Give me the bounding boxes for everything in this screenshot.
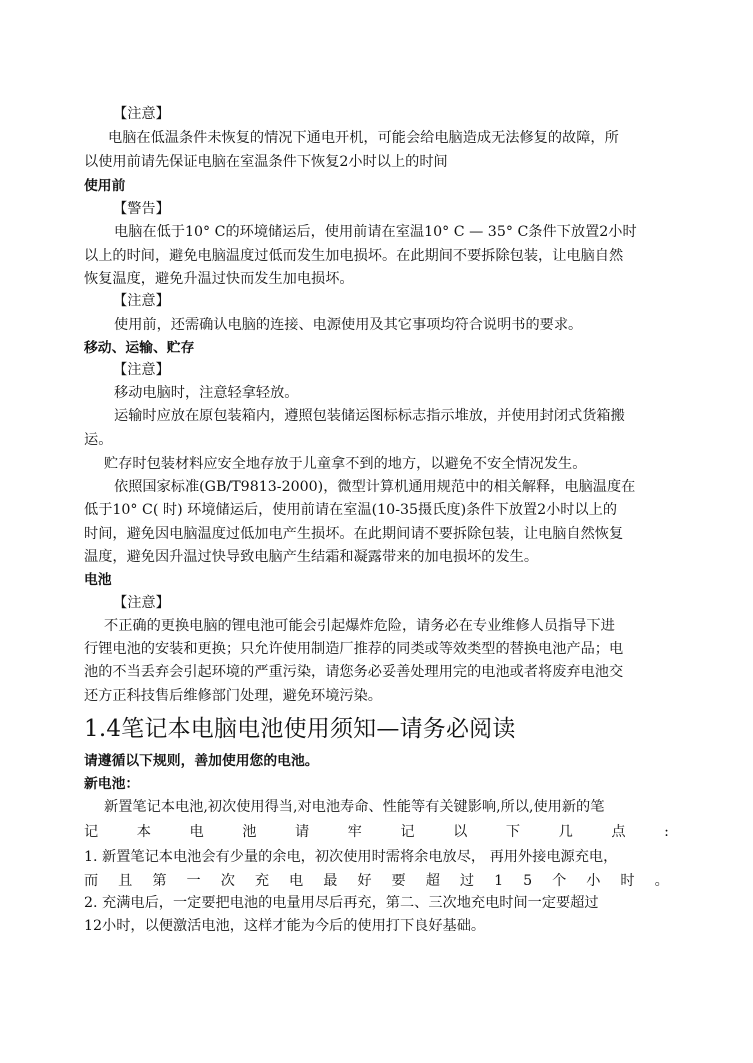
paragraph-line: 电脑在低于10° C的环境储运后，使用前请在室温10° C — 35° C条件下放置2小时 [114,224,637,240]
justified-char: 且 [118,873,133,889]
warning-label: 【警告】 [113,201,170,217]
justified-line [84,821,669,843]
justified-char: 以 [453,824,468,840]
paragraph-line: 新置笔记本电池,初次使用得当,对电池寿命、性能等有关键影响,所以,使用新的笔 [104,799,605,815]
paragraph-line: 低于10° C( 时) 环境储运后，使用前请在室温(10-35摄氏度)条件下放置2小时以上的 [84,502,618,518]
paragraph-line: 电脑在低温条件未恢复的情况下通电开机，可能会给电脑造成无法修复的故障，所 [108,130,619,146]
justified-char: 过 [459,873,475,889]
paragraph-line: 恢复温度，避免升温过快而发生加电损坏。 [84,271,354,287]
justified-char: 时 [620,873,635,889]
justified-char: 记 [84,824,99,840]
list-item-1: 1. 新置笔记本电池会有少量的余电，初次使用时需将余电放尽， 再用外接电源充电， [84,849,618,865]
paragraph-line: 依照国家标准(GB/T9813-2000)，微型计算机通用规范中的相关解释，电脑温度在 [114,479,636,495]
paragraph-line: 运输时应放在原包装箱内，遵照包装储运图标标志指示堆放，并使用封闭式货箱搬 [114,408,625,424]
heading-follow-rules: 请遵循以下规则，善加使用您的电池。 [84,753,319,769]
list-item-2: 2. 充满电后，一定要把电池的电量用尽后再充，第二、三次地充电时间一定要超过 [84,895,599,911]
paragraph-line: 以上的时间，避免电脑温度过低而发生加电损坏。在此期间不要拆除包装，让电脑自然 [84,248,624,264]
notice-label: 【注意】 [113,595,170,611]
justified-char: 最 [323,873,338,889]
justified-char: 1 [494,873,504,889]
paragraph-line: 使用前，还需确认电脑的连接、电源使用及其它事项均符合说明书的要求。 [114,317,583,333]
heading-before-use: 使用前 [84,178,126,194]
justified-char: 超 [425,873,440,889]
justified-char: 点 [611,824,626,840]
paragraph-line: 时间，避免因电脑温度过低加电产生损坏。在此期间请不要拆除包装，让电脑自然恢复 [84,526,624,542]
justified-char: 充 [254,873,270,889]
paragraph-line: 12小时，以便激活电池，这样才能为今后的使用打下良好基础。 [84,918,486,934]
justified-char: 好 [357,873,372,889]
justified-char: 本 [136,824,151,840]
justified-char: 牢 [347,824,362,840]
heading-move-transport-storage: 移动、运输、贮存 [84,340,195,356]
paragraph-line: 贮存时包装材料应安全地存放于儿童拿不到的地方，以避免不安全情况发生。 [104,456,587,472]
paragraph-line: 温度，避免因升温过快导致电脑产生结霜和凝露带来的加电损坏的发生。 [84,549,539,565]
justified-char: 5 [523,873,533,889]
paragraph-line: 池的不当丢弃会引起环境的严重污染，请您务必妥善处理用完的电池或者将废弃电池交 [84,664,624,680]
justified-char: 电 [289,873,304,889]
section-title: 1.4笔记本电脑电池使用须知—请务必阅读 [84,716,516,742]
paragraph-line: 不正确的更换电脑的锂电池可能会引起爆炸危险，请务必在专业维修人员指导下进 [104,618,615,634]
heading-new-battery: 新电池： [84,776,140,792]
justified-char: 。 [654,873,669,889]
justified-char: 池 [242,824,257,840]
justified-char: 个 [552,873,567,889]
notice-label: 【注意】 [113,362,170,378]
justified-char: 下 [505,824,521,840]
justified-char: 一 [186,873,201,889]
heading-battery: 电池 [84,572,112,588]
justified-char: 次 [220,873,235,889]
justified-char: 请 [294,824,310,840]
paragraph-line: 以使用前请先保证电脑在室温条件下恢复2小时以上的时间 [84,154,448,170]
paragraph-line: 移动电脑时，注意轻拿轻放。 [114,385,299,401]
justified-char: : [664,824,669,840]
justified-char: 记 [400,824,415,840]
notice-label: 【注意】 [113,106,170,122]
notice-label: 【注意】 [113,293,170,309]
justified-char: 要 [391,873,406,889]
paragraph-line: 运。 [84,432,113,448]
justified-char: 第 [152,873,167,889]
justified-char: 几 [558,824,573,840]
paragraph-line: 还方正科技售后维修部门处理，避免环境污染。 [84,688,382,704]
justified-char: 小 [586,873,601,889]
paragraph-line: 行锂电池的安装和更换；只允许使用制造厂推荐的同类或等效类型的替换电池产品；电 [84,641,624,657]
justified-char: 电 [189,824,204,840]
justified-line [84,870,669,892]
justified-char: 而 [84,873,99,889]
